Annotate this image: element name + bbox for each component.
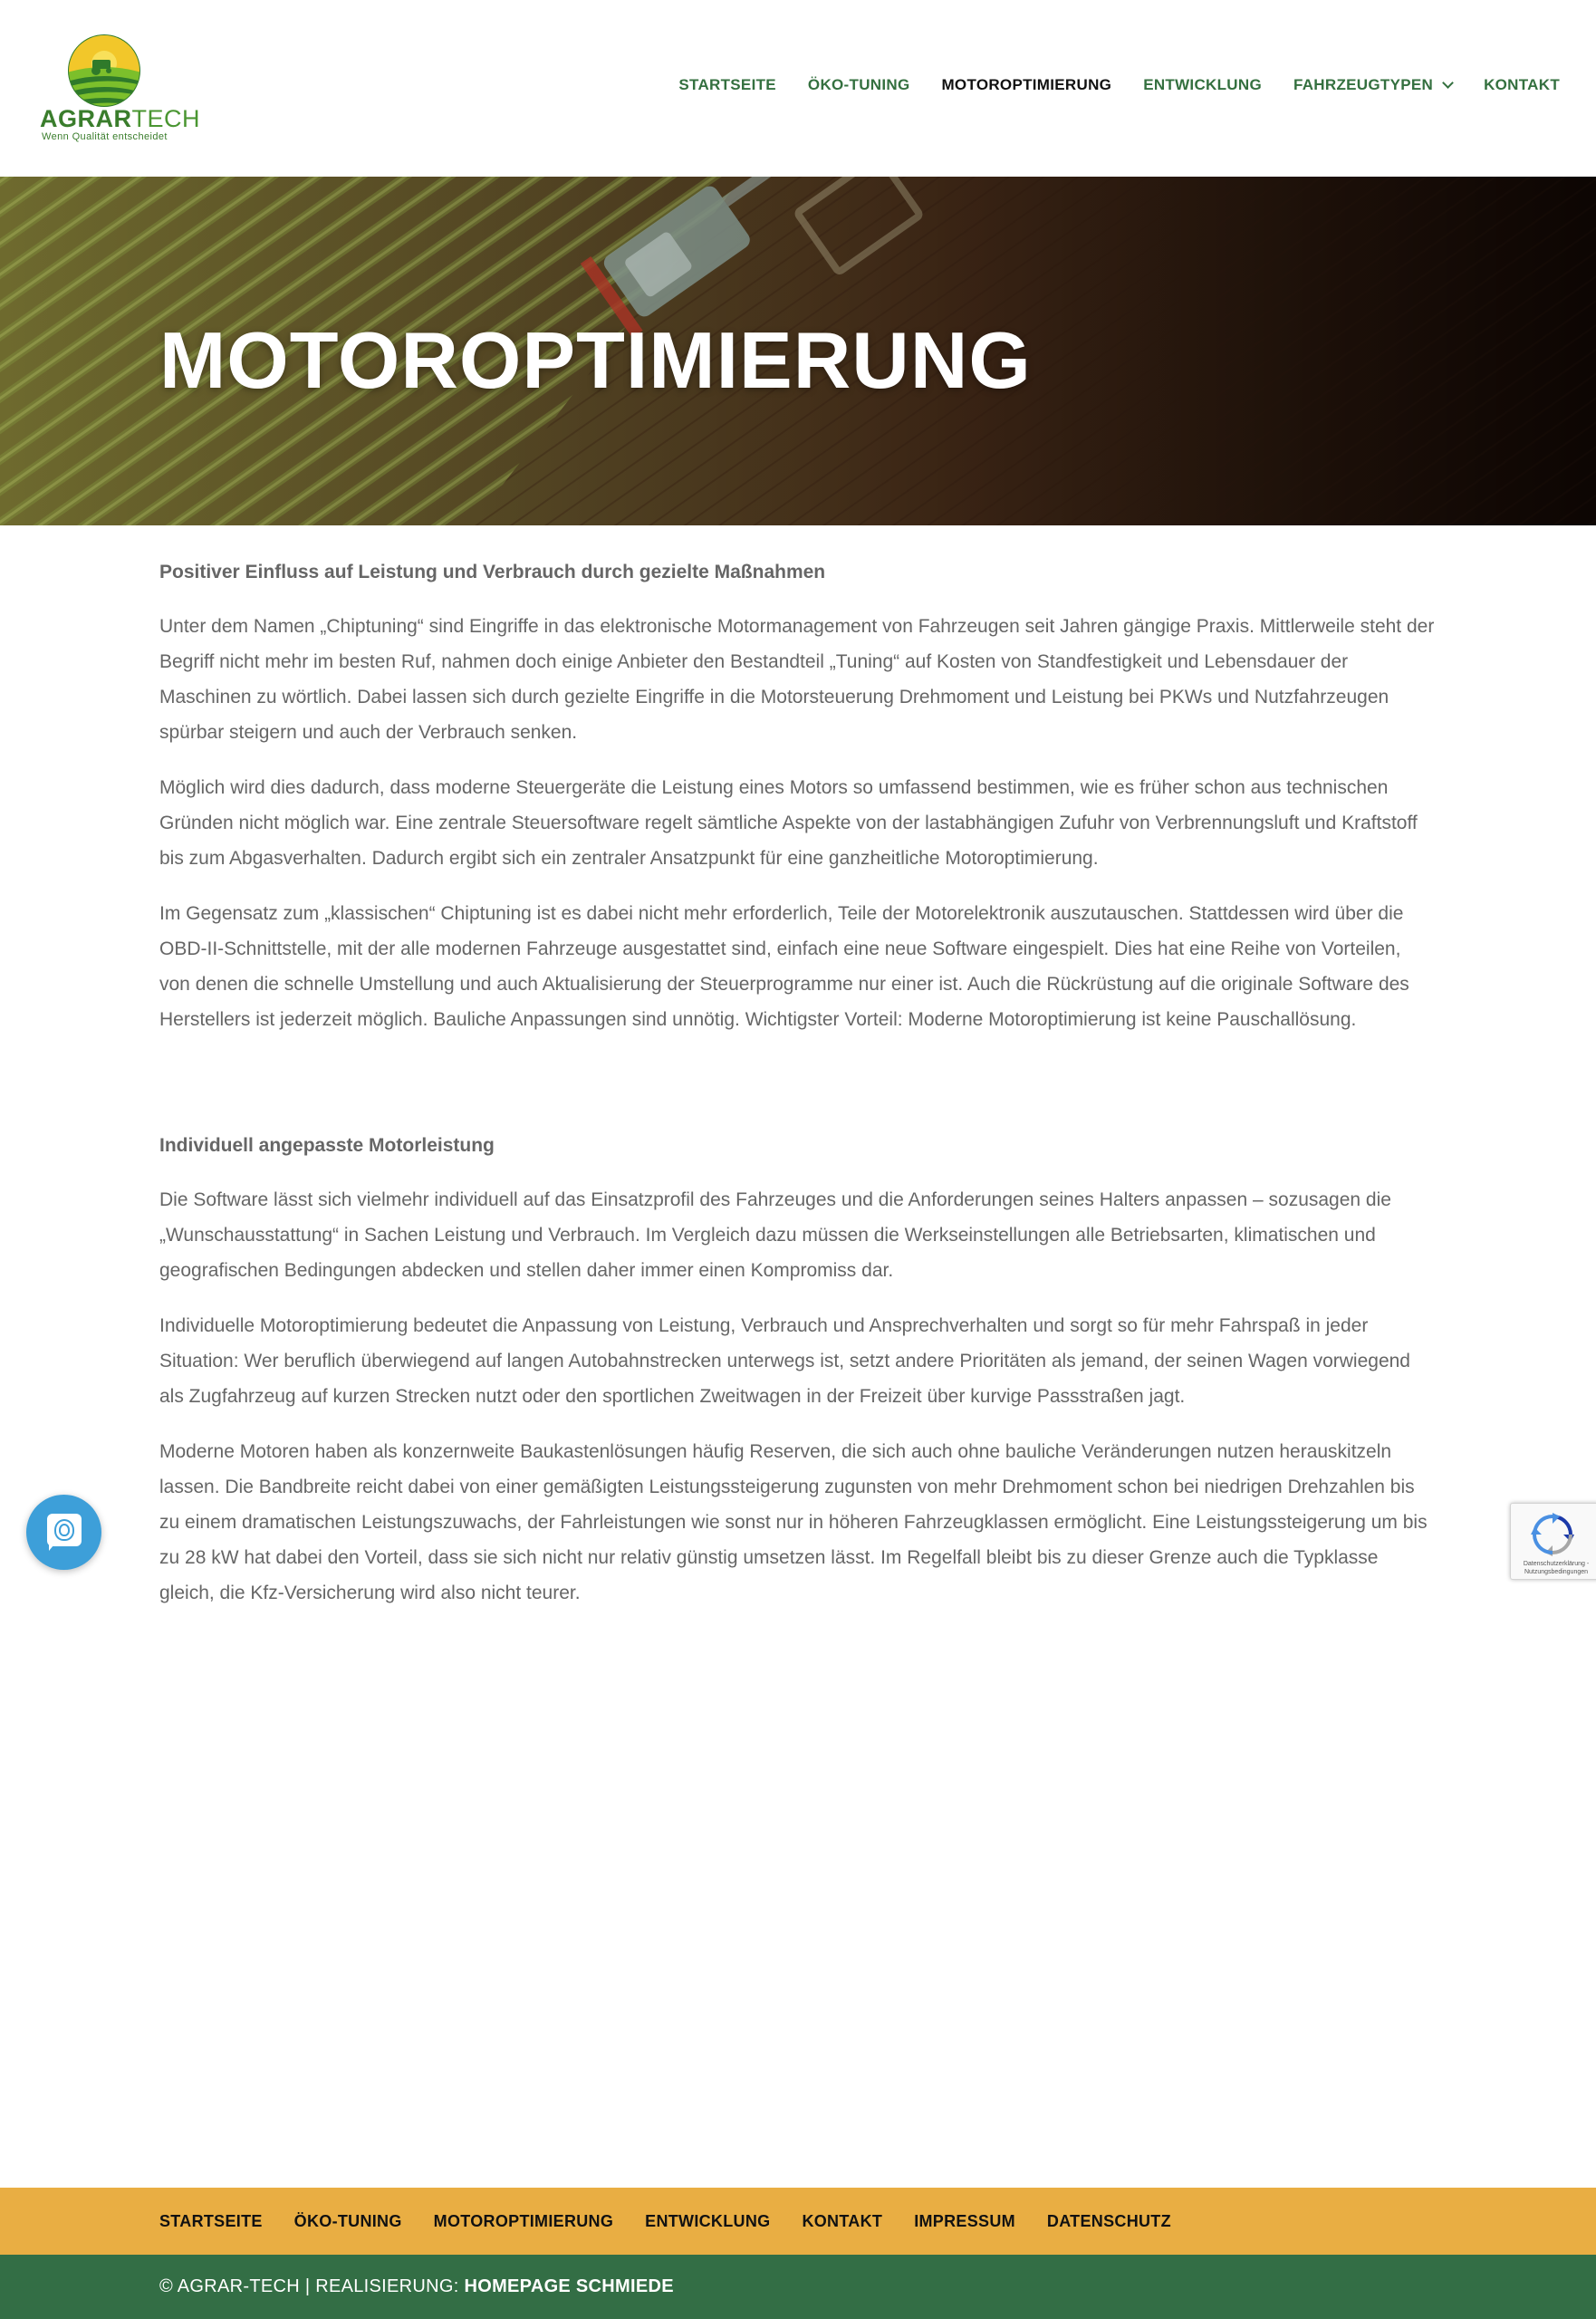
- recaptcha-badge[interactable]: [1510, 1503, 1596, 1580]
- paragraph: Individuelle Motoroptimierung bedeutet die Anpassung von Leistung, Verbrauch und Ansprechverhalten und sorgt so für mehr Fahrspaß in jeder Situation: Wer beruflich überwiegend auf langen Autobahnstrecken unterwegs ist, setzt andere Prioritäten als jemand, der seinen Wagen vorwiegend als Zugfahrzeug auf kurzen Strecken nutzt oder den sportlichen Zweitwagen in der Freizeit über kurvige Passstraßen jagt.: [159, 1315, 1410, 1407]
- footer-link-datenschutz[interactable]: DATENSCHUTZ: [1046, 2212, 1171, 2230]
- footer-bottom: [0, 2255, 1596, 2319]
- homepage-schmiede-link[interactable]: HOMEPAGE SCHMIEDE: [464, 2276, 674, 2296]
- chat-widget-button[interactable]: [26, 1495, 101, 1570]
- main-content: [159, 554, 1437, 1631]
- page-title: MOTOROPTIMIERUNG: [159, 315, 1032, 405]
- logo-word-agrar: AGRAR: [40, 105, 132, 132]
- logo-wordmark: [40, 105, 200, 133]
- recaptcha-icon: [1531, 1513, 1574, 1556]
- nav-item-motoroptimierung[interactable]: MOTOROPTIMIERUNG: [941, 76, 1112, 93]
- chevron-down-icon: [1442, 77, 1454, 89]
- site-logo[interactable]: [40, 34, 200, 143]
- footer-link-startseite[interactable]: STARTSEITE: [159, 2212, 263, 2230]
- hero-banner: [0, 177, 1596, 525]
- copyright: [159, 2276, 674, 2297]
- section-heading: Positiver Einfluss auf Leistung und Verbrauch durch gezielte Maßnahmen: [159, 562, 826, 582]
- footer-link-impressum[interactable]: IMPRESSUM: [914, 2212, 1015, 2230]
- site-header: [0, 0, 1596, 177]
- nav-item-fahrzeugtypen-label: FAHRZEUGTYPEN: [1293, 76, 1434, 93]
- paragraph: Unter dem Namen „Chiptuning“ sind Eingriffe in das elektronische Motormanagement von Fahrzeugen seit Jahren gängige Praxis. Mittlerweile steht der Begriff nicht mehr im besten Ruf, nahmen doch einige Anbieter den Bestandteil „Tuning“ auf Kosten von Standfestigkeit und Lebensdauer der Maschinen zu wörtlich. Dabei lassen sich durch gezielte Eingriffe in die Motorsteuerung Drehmoment und Leistung bei PKWs und Nutzfahrzeugen spürbar steigern und auch der Verbrauch senken.: [159, 616, 1435, 743]
- paragraph: Im Gegensatz zum „klassischen“ Chiptuning ist es dabei nicht mehr erforderlich, Teile der Motorelektronik auszutauschen. Stattdessen wird über die OBD-II-Schnittstelle, mit der alle modernen Fahrzeuge ausgestattet sind, einfach eine neue Software eingespielt. Dies hat eine Reihe von Vorteilen, von denen die schnelle Umstellung und auch Aktualisierung der Steuerprogramme nur einer ist. Auch die Rückrüstung auf die originale Software des Herstellers ist jederzeit möglich. Bauliche Anpassungen sind unnötig. Wichtigster Vorteil: Moderne Motoroptimierung ist keine Pauschallösung.: [159, 903, 1409, 1030]
- fingerprint-inner-icon: [59, 1524, 70, 1536]
- paragraph: Moderne Motoren haben als konzernweite Baukastenlösungen häufig Reserven, die sich auch ohne bauliche Veränderungen nutzen herauskitzeln lassen. Die Bandbreite reicht dabei von einer gemäßigten Leistungssteigerung zugunsten von mehr Drehmoment schon bei niedrigen Drehzahlen bis zu einem dramatischen Leistungszuwachs, der Fahrleistungen wie sonst nur in höheren Fahrzeugklassen ermöglicht. Eine Leistungssteigerung um bis zu 28 kW hat dabei den Vorteil, dass sie sich nicht nur relativ günstig umsetzen lässt. Im Regelfall bleibt bis zu dieser Grenze auch die Typklasse gleich, die Kfz-Versicherung wird also nicht teurer.: [159, 1441, 1428, 1603]
- recaptcha-text: Datenschutzerklärung - Nutzungsbedingungen: [1523, 1561, 1590, 1575]
- logo-tagline: Wenn Qualität entscheidet: [42, 131, 168, 142]
- footer-link-kontakt[interactable]: KONTAKT: [802, 2212, 883, 2230]
- footer-link-entwicklung[interactable]: ENTWICKLUNG: [645, 2212, 771, 2230]
- nav-item-entwicklung[interactable]: ENTWICKLUNG: [1143, 76, 1262, 93]
- footer-link-motoroptimierung[interactable]: MOTOROPTIMIERUNG: [433, 2212, 614, 2230]
- nav-item-oeko-tuning[interactable]: ÖKO-TUNING: [807, 76, 910, 93]
- section-spacer: [159, 1057, 1437, 1128]
- footer-nav: [0, 2188, 1596, 2255]
- logo-word-tech: TECH: [131, 105, 200, 132]
- nav-item-kontakt[interactable]: KONTAKT: [1484, 76, 1560, 93]
- chat-bubble-tail: [49, 1540, 58, 1551]
- paragraph: Möglich wird dies dadurch, dass moderne Steuergeräte die Leistung eines Motors so umfassend bestimmen, wie es früher schon aus technischen Gründen nicht möglich war. Eine zentrale Steuersoftware regelt sämtliche Aspekte von der lastabhängigen Zufuhr von Verbrennungsluft und Kraftstoff bis zum Abgasverhalten. Dadurch ergibt sich ein zentraler Ansatzpunkt für eine ganzheitliche Motoroptimierung.: [159, 777, 1418, 869]
- footer-links: [159, 2212, 1203, 2231]
- main-nav: [647, 76, 1560, 94]
- section-heading: Individuell angepasste Motorleistung: [159, 1135, 495, 1156]
- nav-item-fahrzeugtypen[interactable]: [1293, 76, 1452, 94]
- nav-item-startseite[interactable]: STARTSEITE: [678, 76, 776, 93]
- footer-link-oeko-tuning[interactable]: ÖKO-TUNING: [293, 2212, 402, 2230]
- paragraph: Die Software lässt sich vielmehr individuell auf das Einsatzprofil des Fahrzeuges und die Anforderungen seines Halters anpassen – sozusagen die „Wunschausstattung“ in Sachen Leistung und Verbrauch. Im Vergleich dazu müssen die Werkseinstellungen alle Betriebsarten, klimatischen und geografischen Bedingungen abdecken und stellen daher immer einen Kompromiss dar.: [159, 1189, 1391, 1281]
- copyright-text: © AGRAR-TECH | REALISIERUNG:: [159, 2276, 465, 2296]
- logo-emblem-icon: [40, 34, 176, 107]
